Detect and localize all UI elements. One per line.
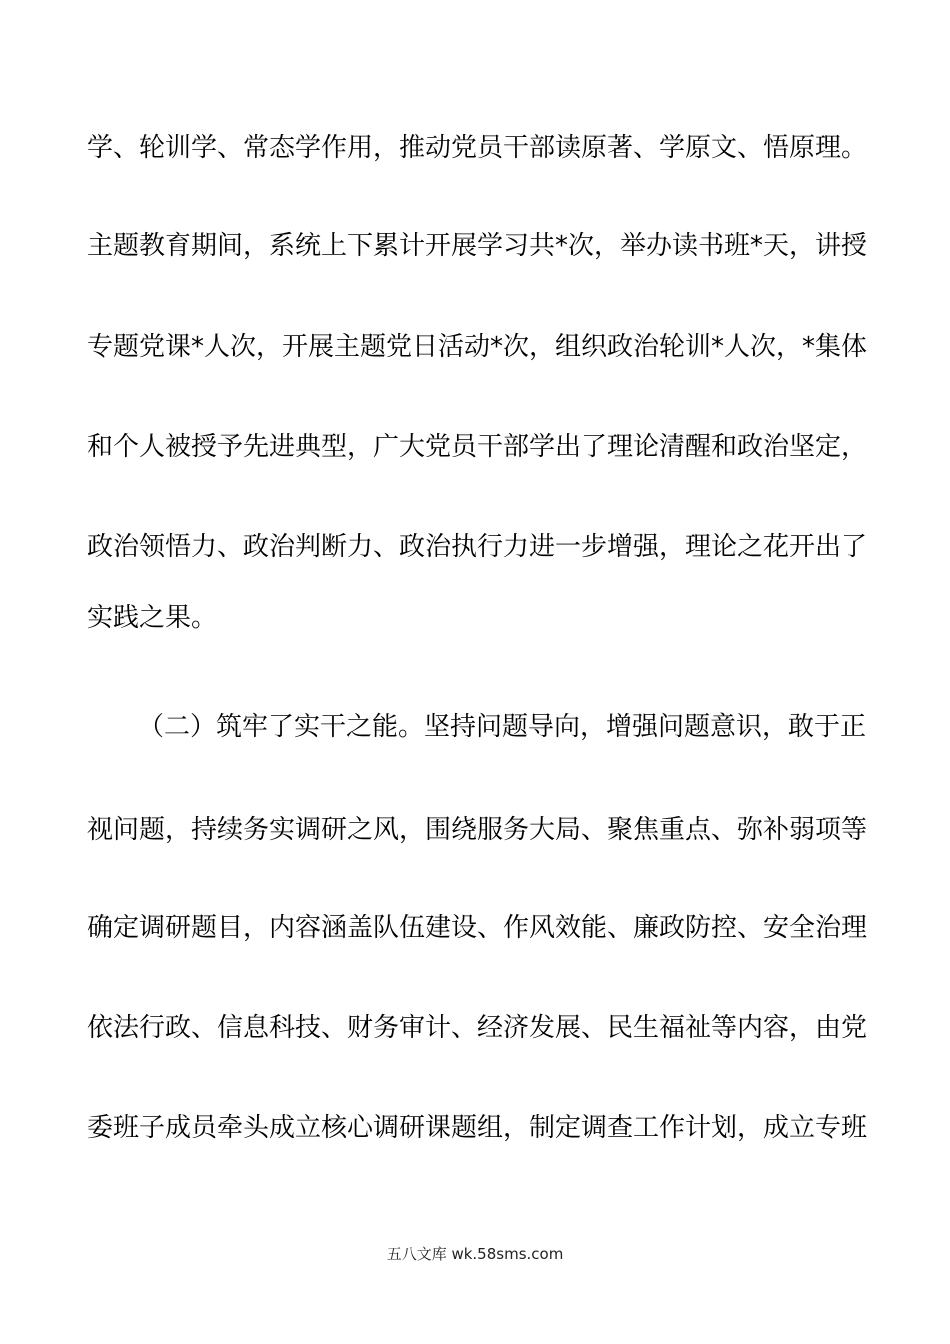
body-text-line: 委班子成员牵头成立核心调研课题组，制定调查工作计划，成立专班 <box>87 1113 867 1143</box>
body-text-line: 确定调研题目，内容涵盖队伍建设、作风效能、廉政防控、安全治理 <box>87 913 867 943</box>
body-text-line: 和个人被授予先进典型，广大党员干部学出了理论清醒和政治坚定， <box>87 432 867 462</box>
footer-watermark: 五八文库 wk.58sms.com <box>386 1245 564 1263</box>
section-heading-line: （二）筑牢了实干之能。坚持问题导向，增强问题意识，敢于正 <box>138 712 866 742</box>
body-text-line: 视问题，持续务实调研之风，围绕服务大局、聚焦重点、弥补弱项等 <box>87 815 867 845</box>
body-text-line: 专题党课*人次，开展主题党日活动*次，组织政治轮训*人次，*集体 <box>87 332 867 362</box>
body-text-line: 依法行政、信息科技、财务审计、经济发展、民生福祉等内容，由党 <box>87 1013 867 1043</box>
body-text-line: 实践之果。 <box>87 603 218 633</box>
body-text-line: 主题教育期间，系统上下累计开展学习共*次，举办读书班*天，讲授 <box>87 231 867 261</box>
body-text-line: 学、轮训学、常态学作用，推动党员干部读原著、学原文、悟原理。 <box>87 133 867 163</box>
body-text-line: 政治领悟力、政治判断力、政治执行力进一步增强，理论之花开出了 <box>87 532 867 562</box>
